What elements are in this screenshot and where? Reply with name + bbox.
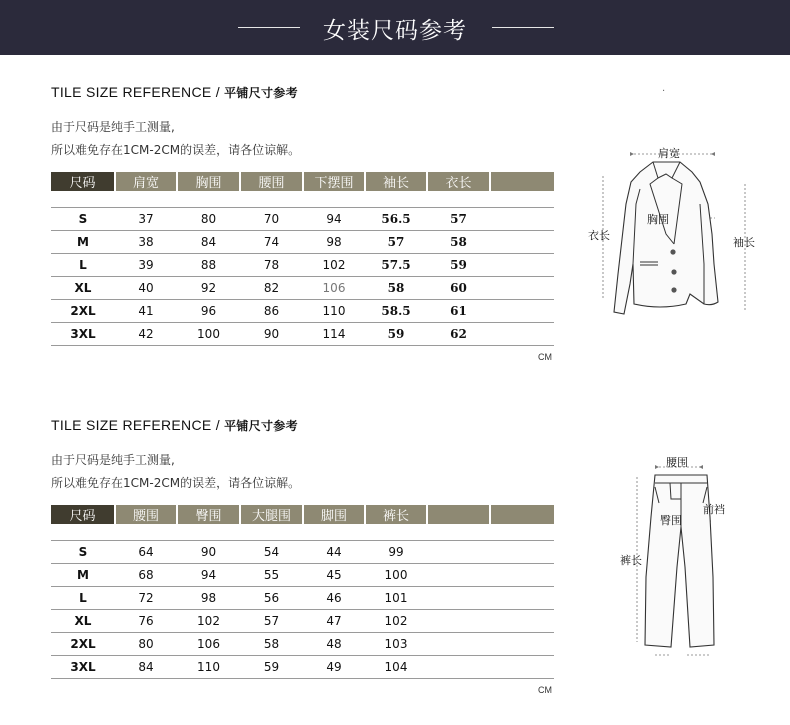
table-cell (490, 231, 554, 254)
table-row (51, 633, 554, 656)
table-cell: 72 (115, 587, 177, 610)
note-line-1: 由于尺码是纯手工测量, (51, 453, 175, 467)
table-cell: 104 (365, 656, 427, 679)
table-cell: 106 (303, 277, 365, 300)
table-cell: 37 (115, 208, 177, 231)
table-cell: 84 (115, 656, 177, 679)
table-row (51, 656, 554, 679)
table-cell: 49 (303, 656, 365, 679)
table-cell (427, 656, 490, 679)
table-cell (490, 300, 554, 323)
table-cell: 57 (365, 231, 427, 254)
table-cell: 78 (240, 254, 303, 277)
size-cell: 2XL (51, 633, 115, 656)
table-cell: 96 (177, 300, 240, 323)
section-title-en: TILE SIZE REFERENCE / (51, 417, 225, 433)
table-row (51, 541, 554, 564)
banner-left-rule (238, 27, 300, 28)
table-cell: 102 (177, 610, 240, 633)
section-title-cn: 平铺尺寸参考 (224, 419, 298, 433)
column-header: 大腿围 (240, 505, 303, 524)
column-header: 袖长 (365, 172, 427, 191)
table-cell (427, 587, 490, 610)
column-header (490, 172, 554, 191)
table-cell: 94 (303, 208, 365, 231)
table-cell: 110 (303, 300, 365, 323)
table-cell: 114 (303, 323, 365, 346)
table-cell: 88 (177, 254, 240, 277)
table-cell: 57 (427, 208, 490, 231)
column-header: 腰围 (240, 172, 303, 191)
table-cell: 64 (115, 541, 177, 564)
table-cell (490, 277, 554, 300)
table-cell: 99 (365, 541, 427, 564)
note-line-2: 所以难免存在1CM-2CM的误差，请各位谅解。 (51, 143, 301, 157)
table-cell: 98 (177, 587, 240, 610)
table-cell (490, 323, 554, 346)
column-header (427, 505, 490, 524)
section-title (51, 417, 298, 434)
table-cell: 94 (177, 564, 240, 587)
column-header: 衣长 (427, 172, 490, 191)
table-cell: 70 (240, 208, 303, 231)
table-cell: 90 (177, 541, 240, 564)
table-cell: 100 (365, 564, 427, 587)
table-cell: 92 (177, 277, 240, 300)
chest-label: 胸围 (647, 213, 669, 226)
table-cell: 47 (303, 610, 365, 633)
size-cell: S (51, 541, 115, 564)
table-cell: 62 (427, 323, 490, 346)
table-row (51, 323, 554, 346)
table-cell (490, 541, 554, 564)
table-row (51, 277, 554, 300)
table-cell: 102 (303, 254, 365, 277)
bottom-size-table (51, 505, 554, 679)
column-header (490, 505, 554, 524)
table-cell: 58 (365, 277, 427, 300)
table-cell: 86 (240, 300, 303, 323)
unit-label: CM (538, 685, 552, 695)
table-cell: 39 (115, 254, 177, 277)
note-line-1: 由于尺码是纯手工测量, (51, 120, 175, 134)
table-cell: 80 (177, 208, 240, 231)
size-cell: XL (51, 277, 115, 300)
table-header-row (51, 505, 554, 524)
table-cell: 57.5 (365, 254, 427, 277)
table-cell: 42 (115, 323, 177, 346)
table-spacer-row (51, 191, 554, 208)
table-cell: 84 (177, 231, 240, 254)
table-cell: 57 (240, 610, 303, 633)
table-row (51, 564, 554, 587)
length-label: 衣长 (588, 229, 610, 242)
table-cell (490, 208, 554, 231)
rise-label: 前裆 (703, 503, 725, 516)
size-cell: M (51, 564, 115, 587)
banner-right-rule (492, 27, 554, 28)
size-cell: 3XL (51, 323, 115, 346)
table-header-row (51, 172, 554, 191)
hip-label: 臀围 (660, 514, 682, 527)
table-cell: 60 (427, 277, 490, 300)
table-cell (490, 564, 554, 587)
sleeve-label: 袖长 (733, 236, 755, 249)
page-title: 女装尺码参考 (323, 18, 467, 44)
table-cell: 54 (240, 541, 303, 564)
table-cell: 110 (177, 656, 240, 679)
column-header: 肩宽 (115, 172, 177, 191)
table-cell: 106 (177, 633, 240, 656)
table-row (51, 587, 554, 610)
column-header: 脚围 (303, 505, 365, 524)
size-cell: M (51, 231, 115, 254)
column-header: 尺码 (51, 505, 115, 524)
column-header: 腰围 (115, 505, 177, 524)
size-cell: L (51, 587, 115, 610)
table-cell (427, 541, 490, 564)
column-header: 下摆围 (303, 172, 365, 191)
table-cell (490, 656, 554, 679)
table-cell (427, 564, 490, 587)
table-cell: 58 (427, 231, 490, 254)
table-cell: 80 (115, 633, 177, 656)
table-cell: 48 (303, 633, 365, 656)
unit-label: CM (538, 352, 552, 362)
table-cell: 61 (427, 300, 490, 323)
table-cell: 46 (303, 587, 365, 610)
column-header: 胸围 (177, 172, 240, 191)
table-cell (427, 610, 490, 633)
table-cell: 38 (115, 231, 177, 254)
table-row (51, 254, 554, 277)
table-row (51, 231, 554, 254)
table-cell: 40 (115, 277, 177, 300)
table-cell (490, 254, 554, 277)
table-cell: 58.5 (365, 300, 427, 323)
table-spacer-row (51, 524, 554, 541)
length-label: 裤长 (620, 554, 642, 567)
bottom-size-section (0, 417, 790, 717)
size-cell: 2XL (51, 300, 115, 323)
table-cell (427, 633, 490, 656)
table-cell: 58 (240, 633, 303, 656)
table-cell: 55 (240, 564, 303, 587)
table-cell: 100 (177, 323, 240, 346)
table-cell: 41 (115, 300, 177, 323)
table-cell: 98 (303, 231, 365, 254)
table-cell: 103 (365, 633, 427, 656)
top-size-table (51, 172, 554, 346)
size-cell: S (51, 208, 115, 231)
table-cell (490, 587, 554, 610)
table-row (51, 208, 554, 231)
table-cell: 44 (303, 541, 365, 564)
table-cell (490, 610, 554, 633)
note-line-2: 所以难免存在1CM-2CM的误差，请各位谅解。 (51, 476, 301, 490)
table-cell: 102 (365, 610, 427, 633)
header-banner (0, 0, 790, 55)
section-title-cn: 平铺尺寸参考 (224, 86, 298, 100)
table-row (51, 610, 554, 633)
table-cell (490, 633, 554, 656)
table-cell: 59 (365, 323, 427, 346)
column-header: 裤长 (365, 505, 427, 524)
table-cell: 59 (240, 656, 303, 679)
table-cell: 56.5 (365, 208, 427, 231)
top-size-section (0, 84, 790, 374)
table-cell: 59 (427, 254, 490, 277)
table-cell: 68 (115, 564, 177, 587)
table-cell: 74 (240, 231, 303, 254)
table-cell: 82 (240, 277, 303, 300)
section-title (51, 84, 298, 101)
table-cell: 101 (365, 587, 427, 610)
size-cell: L (51, 254, 115, 277)
column-header: 尺码 (51, 172, 115, 191)
decor-dot: · (662, 86, 666, 97)
column-header: 臀围 (177, 505, 240, 524)
section-title-en: TILE SIZE REFERENCE / (51, 84, 225, 100)
table-cell: 76 (115, 610, 177, 633)
shoulder-label: 肩宽 (658, 147, 680, 160)
table-cell: 90 (240, 323, 303, 346)
table-cell: 56 (240, 587, 303, 610)
size-cell: 3XL (51, 656, 115, 679)
waist-label: 腰围 (666, 456, 688, 469)
table-cell: 45 (303, 564, 365, 587)
table-row (51, 300, 554, 323)
size-cell: XL (51, 610, 115, 633)
